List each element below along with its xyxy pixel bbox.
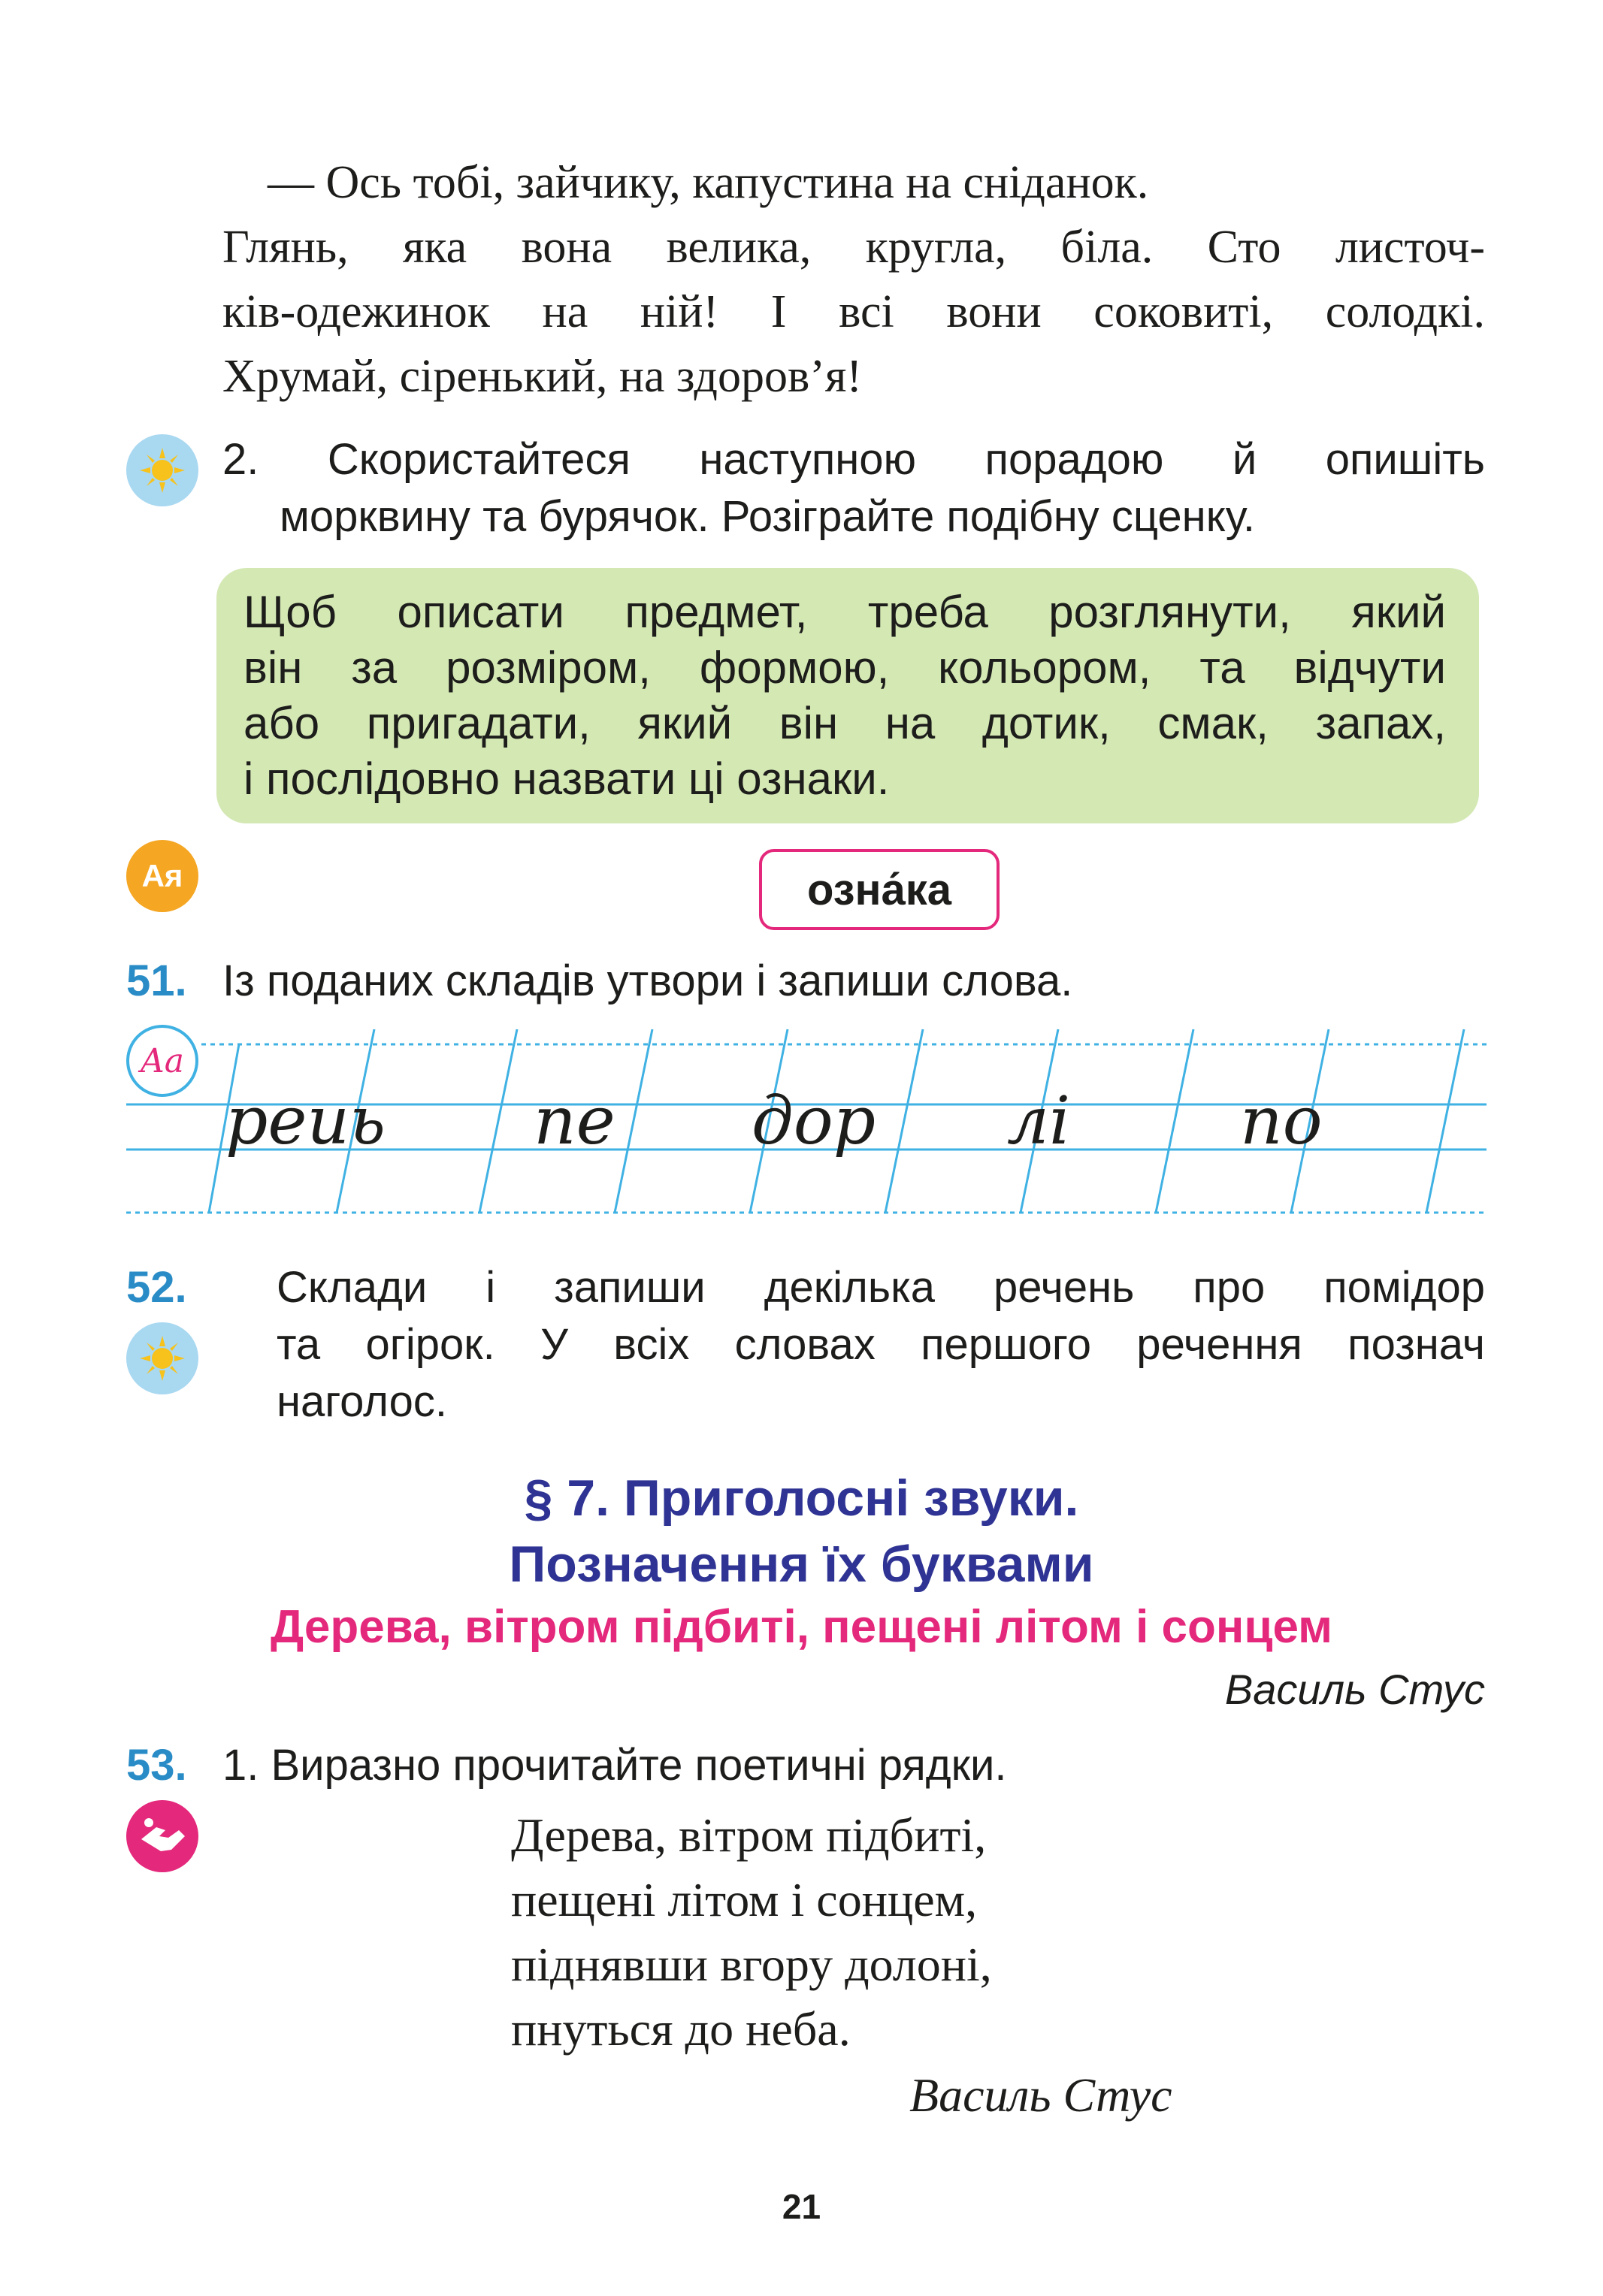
section-title-line-2: Позначення їх буквами <box>509 1536 1094 1593</box>
rule-line-2: він за розміром, формою, кольором, та відчути <box>243 642 1446 693</box>
poem-line-3: піднявши вгору долоні, <box>511 1938 992 1991</box>
page-number: 21 <box>782 2187 821 2226</box>
poem-author: Василь Стус <box>909 2068 1172 2122</box>
rule-line-1: Щоб описати предмет, треба розглянути, який <box>243 587 1446 637</box>
pair-work-icon <box>126 1800 198 1872</box>
story-line-3: ків-одежинок на ній! І всі вони соковиті, солодкі. <box>222 286 1485 337</box>
story-line-1: — Ось тобі, зайчику, капустина на сніданок. <box>268 157 1149 208</box>
handwriting-icon <box>126 1025 198 1097</box>
exercise-52-line-2: та огірок. У всіх словах першого речення познач <box>277 1320 1485 1369</box>
syllable-3: дор <box>752 1082 876 1159</box>
rule-text <box>243 585 1446 807</box>
syllable-1: реиь <box>225 1082 386 1159</box>
sun-icon <box>126 434 198 506</box>
section-epigraph: Дерева, вітром підбиті, пещені літом і сонцем <box>270 1601 1332 1653</box>
task-2-line-2: морквину та бурячок. Розіграйте подібну сценку. <box>280 492 1256 541</box>
section-title-line-1: § 7. Приголосні звуки. <box>524 1470 1079 1527</box>
syllable-2: пе <box>534 1082 615 1159</box>
poem <box>511 1803 992 2062</box>
syllable-4: лі <box>1007 1082 1071 1159</box>
dictionary-icon <box>126 840 198 912</box>
syllable-5: по <box>1240 1082 1323 1159</box>
exercise-51-text: Із поданих складів утвори і запиши слова. <box>222 956 1073 1005</box>
exercise-52-line-1: Склади і запиши декілька речень про помідор <box>277 1263 1485 1312</box>
exercise-52-line-3: наголос. <box>277 1377 448 1426</box>
poem-line-1: Дерева, вітром підбиті, <box>511 1808 987 1862</box>
rule-line-4: і послідовно назвати ці ознаки. <box>243 754 890 804</box>
story-line-2: Глянь, яка вона велика, кругла, біла. Сто листоч- <box>222 222 1485 273</box>
exercise-53-text: 1. Виразно прочитайте поетичні рядки. <box>222 1741 1007 1790</box>
task-2-line-1: 2. Скористайтеся наступною порадою й опишіть <box>222 435 1485 484</box>
task-2 <box>222 431 1485 545</box>
rule-line-3: або пригадати, який він на дотик, смак, запах, <box>243 698 1446 748</box>
poem-line-2: пещені літом і сонцем, <box>511 1873 978 1926</box>
story-line-4: Хрумай, сіренький, на здоров’я! <box>222 351 863 402</box>
story-paragraph <box>222 150 1485 409</box>
sun-icon <box>126 1322 198 1394</box>
dictionary-icon-text: Ая <box>141 858 183 893</box>
exercise-52-text <box>277 1259 1485 1430</box>
handwriting-icon-text: Aa <box>140 1041 184 1080</box>
epigraph-author: Василь Стус <box>1224 1666 1485 1713</box>
exercise-51-number: 51. <box>126 956 187 1005</box>
poem-line-4: пнуться до неба. <box>511 2002 851 2056</box>
exercise-53-number: 53. <box>126 1741 187 1790</box>
vocab-word: озна́ка <box>806 865 952 914</box>
exercise-52-number: 52. <box>126 1263 187 1312</box>
vocab-word-box <box>759 849 1000 930</box>
